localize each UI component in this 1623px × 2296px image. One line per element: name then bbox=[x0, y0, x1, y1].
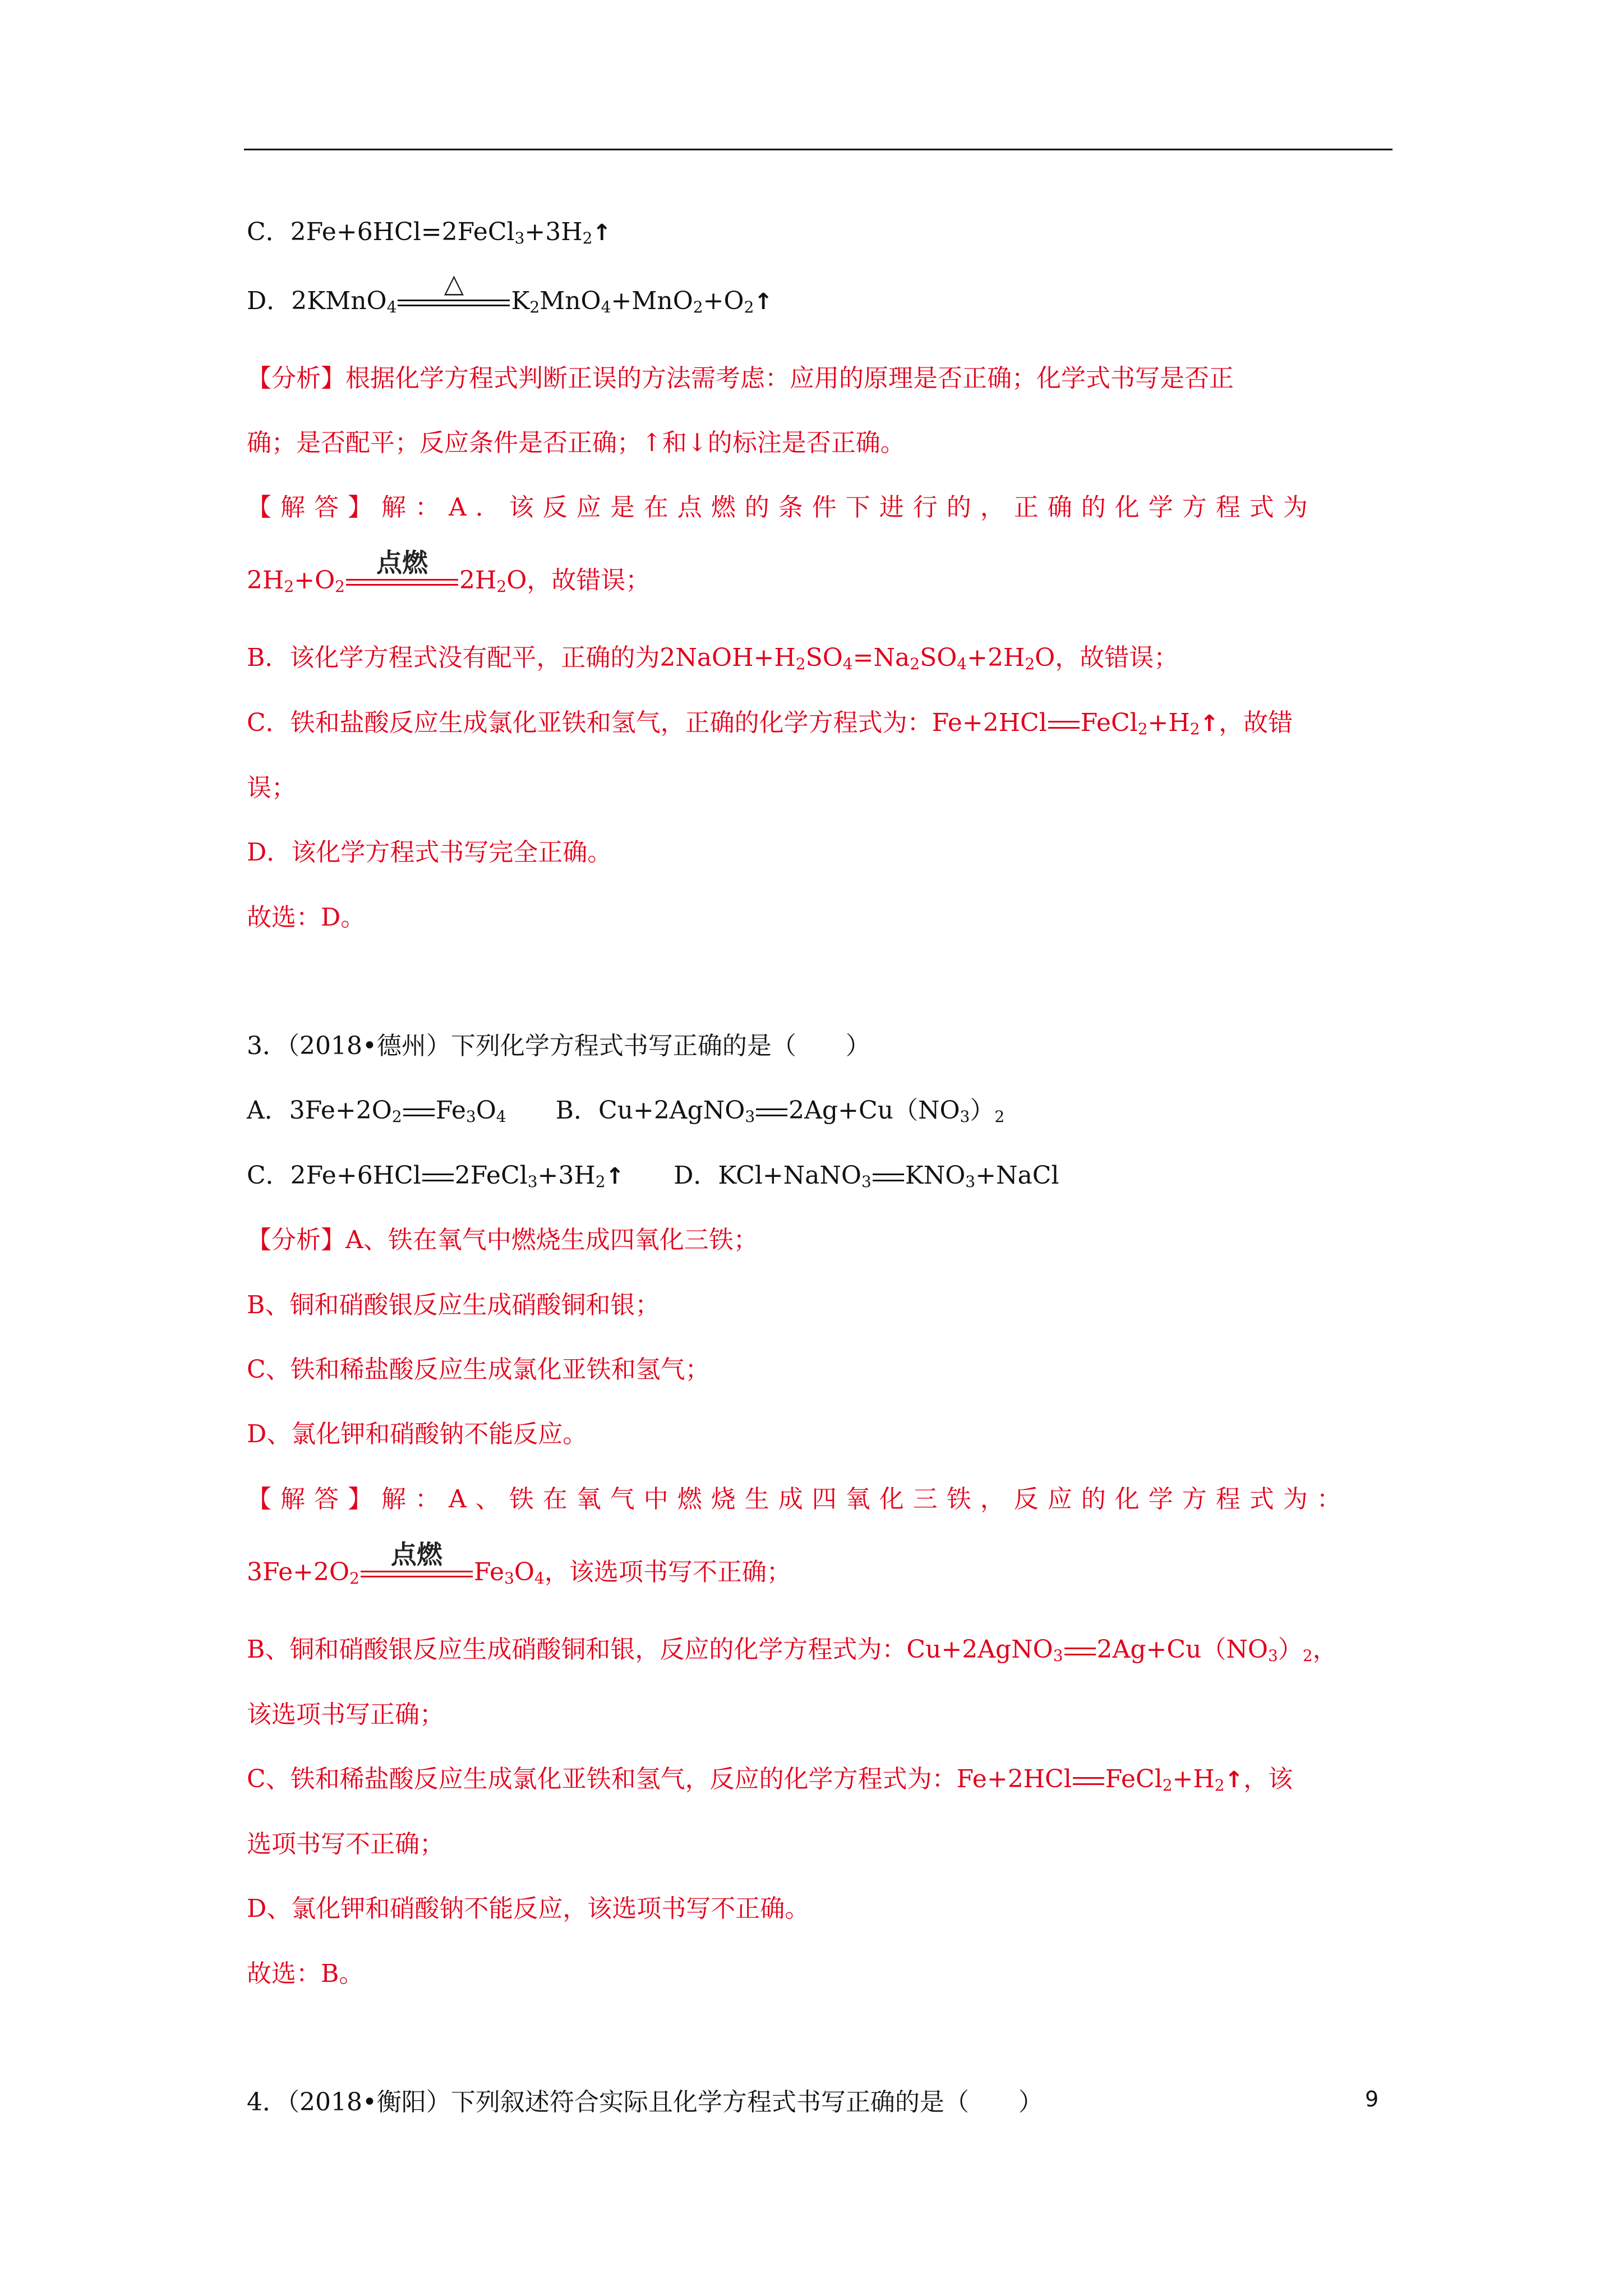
answer-1-selection: 故选：D。 bbox=[247, 903, 366, 932]
analysis-1-line-2: 确；是否配平；反应条件是否正确；↑和↓的标注是否正确。 bbox=[247, 429, 905, 457]
question-3-options-cd: C．2Fe+6HCl $2FeCl_3+3H_2↑$ D．KCl+NaNO$_3$ $KNO_3+NaCl$ bbox=[247, 1161, 1059, 1191]
question-3: 3．（2018•德州）下列化学方程式书写正确的是（ ） bbox=[247, 1032, 870, 1060]
answer-1-equation: $2H_2+O_2$ 点燃 $2H_2O$，故错误； bbox=[247, 547, 651, 596]
analysis-3-c: C、铁和稀盐酸反应生成氯化亚铁和氢气； bbox=[247, 1355, 710, 1384]
page-number: 9 bbox=[1365, 2087, 1379, 2111]
answer-3-line-1: 【解答】解：A、铁在氧气中燃烧生成四氧化三铁，反应的化学方程式为： bbox=[247, 1485, 1350, 1513]
answer-3-b-cont: 该选项书写正确； bbox=[247, 1700, 444, 1729]
answer-1-d: D．该化学方程式书写完全正确。 bbox=[247, 838, 612, 867]
header-rule bbox=[244, 149, 1393, 150]
answer-1-c: C．铁和盐酸反应生成氯化亚铁和氢气，正确的化学方程式为：Fe+2HCl $FeCl_2+H_2↑$，故错 bbox=[247, 708, 1293, 738]
analysis-3-b: B、铜和硝酸银反应生成硝酸铜和银； bbox=[247, 1291, 660, 1319]
ignition-condition: 点燃 bbox=[361, 1568, 473, 1580]
analysis-1-line-1: 【分析】根据化学方程式判断正误的方法需考虑：应用的原理是否正确；化学式书写是否正 bbox=[247, 364, 1234, 393]
answer-1-b: B．该化学方程式没有配平，正确的为$2NaOH+H_2SO_4=Na_2SO_4+2H_2O$，故错误； bbox=[247, 643, 1179, 673]
heating-condition: △ bbox=[398, 297, 510, 309]
analysis-3-d: D、氯化钾和硝酸钠不能反应。 bbox=[247, 1420, 588, 1448]
option-c-line: C．$2Fe+6HCl=2FeCl_3+3H_2↑$ bbox=[247, 218, 611, 247]
answer-3-equation: $3Fe+2O_2$ 点燃 $Fe_3O_4$，该选项书写不正确； bbox=[247, 1539, 791, 1588]
question-4: 4．（2018•衡阳）下列叙述符合实际且化学方程式书写正确的是（ ） bbox=[247, 2088, 1043, 2116]
answer-3-selection: 故选：B。 bbox=[247, 1959, 364, 1988]
analysis-3-a: 【分析】A、铁在氧气中燃烧生成四氧化三铁； bbox=[247, 1226, 758, 1254]
answer-3-c: C、铁和稀盐酸反应生成氯化亚铁和氢气，反应的化学方程式为：Fe+2HCl $FeCl_2+H_2↑$，该 bbox=[247, 1765, 1293, 1795]
option-d-line: D．2KMnO$_4$ △ $K_2MnO_4+MnO_2+O_2↑$ bbox=[247, 268, 773, 316]
ignition-condition: 点燃 bbox=[346, 577, 458, 588]
answer-3-d: D、氯化钾和硝酸钠不能反应，该选项书写不正确。 bbox=[247, 1894, 810, 1923]
answer-1-line-1: 【解答】解：A．该反应是在点燃的条件下进行的，正确的化学方程式为 bbox=[247, 493, 1317, 522]
answer-3-c-cont: 选项书写不正确； bbox=[247, 1830, 444, 1858]
answer-1-c-cont: 误； bbox=[247, 774, 296, 802]
question-3-options-ab: A．$3Fe+2O_2$ $Fe_3O_4$ B．Cu+2AgNO$_3$ $2Ag+Cu(NO_3)_2$ bbox=[247, 1096, 1005, 1126]
answer-3-b: B、铜和硝酸银反应生成硝酸铜和银，反应的化学方程式为：Cu+2AgNO$_3$ $2Ag+Cu(NO_3)_2$， bbox=[247, 1635, 1338, 1665]
